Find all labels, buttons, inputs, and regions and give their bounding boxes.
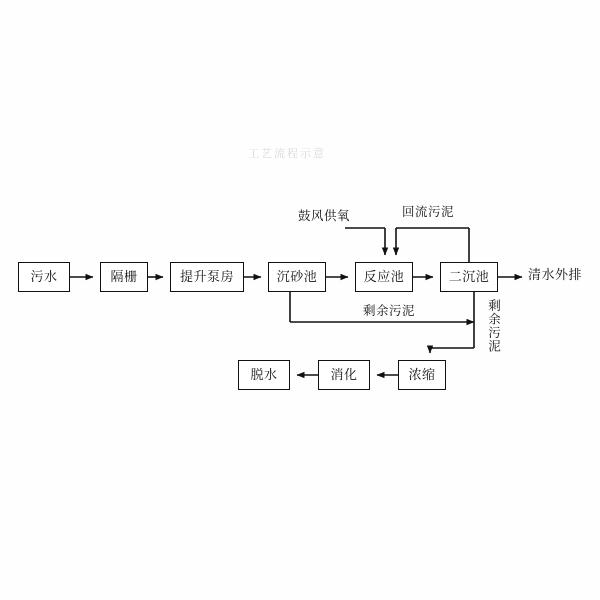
node-label: 二沉池 bbox=[448, 269, 490, 285]
node-digestion[interactable] bbox=[318, 360, 370, 390]
node-label: 隔栅 bbox=[110, 269, 138, 285]
node-secondary-clarifier[interactable] bbox=[440, 262, 498, 292]
node-label: 消化 bbox=[330, 367, 358, 383]
node-sewage[interactable] bbox=[18, 262, 70, 292]
node-label: 提升泵房 bbox=[179, 269, 234, 285]
node-label: 沉砂池 bbox=[276, 269, 318, 285]
node-grit-tank[interactable] bbox=[268, 262, 326, 292]
edge-label-return-sludge: 回流污泥 bbox=[402, 204, 455, 219]
node-label: 脱水 bbox=[250, 367, 278, 383]
terminal-label-effluent: 清水外排 bbox=[528, 268, 583, 283]
node-reaction-tank[interactable] bbox=[355, 262, 413, 292]
node-thickening[interactable] bbox=[398, 360, 446, 390]
node-dewatering[interactable] bbox=[238, 360, 290, 390]
node-label: 污水 bbox=[30, 269, 58, 285]
watermark-text: 工艺流程示意 bbox=[248, 147, 326, 160]
node-grille[interactable] bbox=[100, 262, 148, 292]
edge-label-blower-oxygen: 鼓风供氧 bbox=[298, 208, 351, 223]
edge-label-waste-sludge: 剩余污泥 bbox=[486, 299, 502, 353]
node-label: 浓缩 bbox=[408, 367, 436, 383]
node-label: 反应池 bbox=[363, 269, 405, 285]
edge-label-excess-sludge: 剩余污泥 bbox=[363, 303, 416, 318]
node-pump-house[interactable] bbox=[170, 262, 244, 292]
